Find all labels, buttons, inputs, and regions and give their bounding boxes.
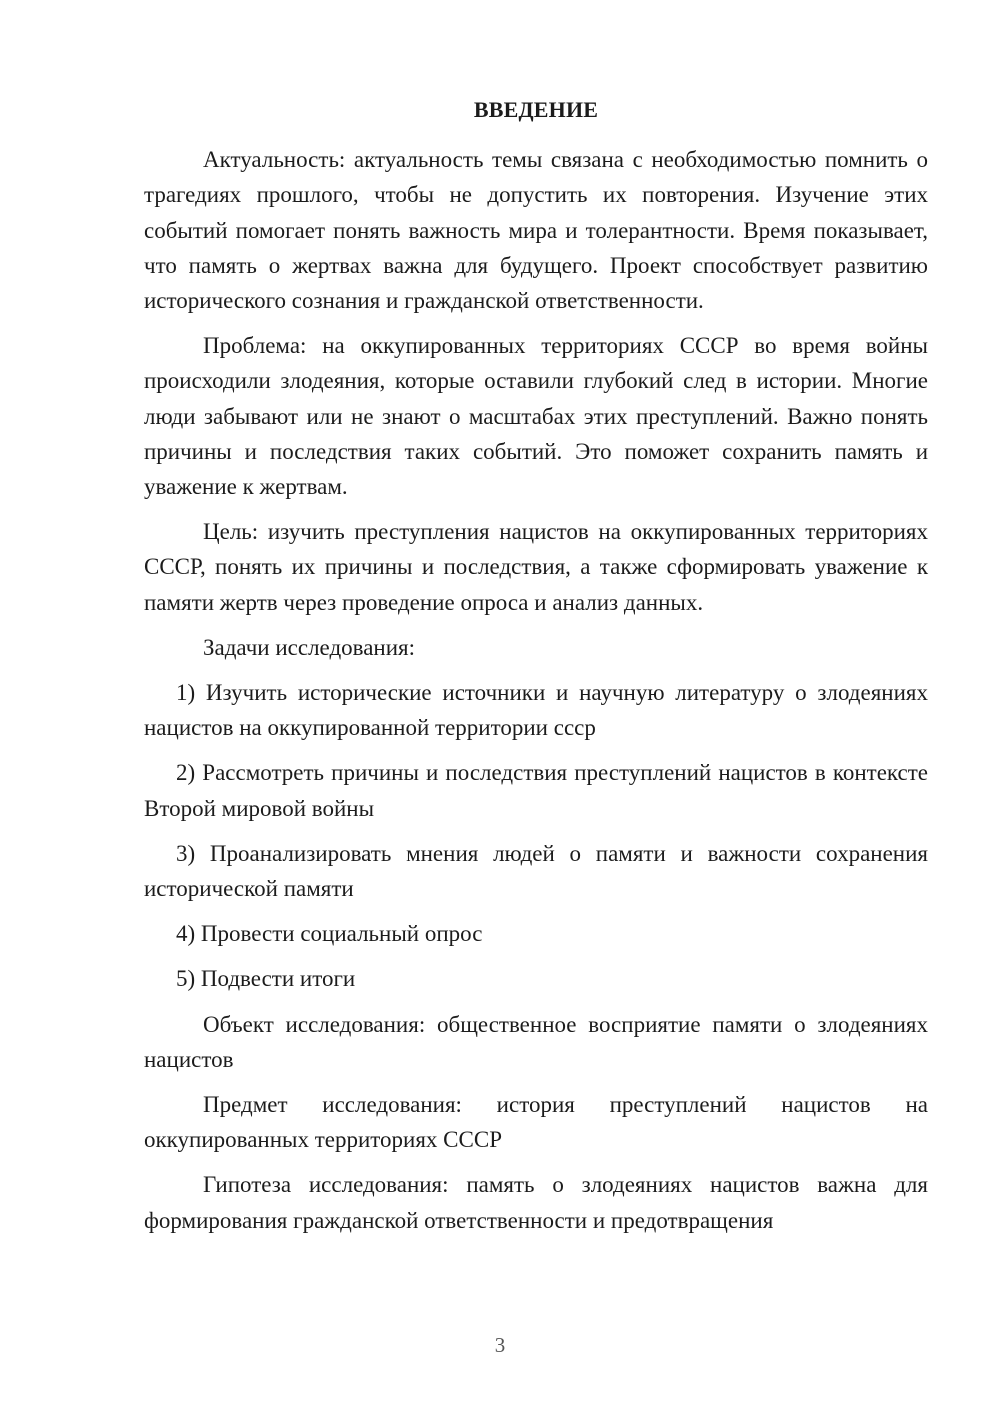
problem-paragraph: Проблема: на оккупированных территориях СССР во время войны происходили злодеяния, которые оставили глубокий след в истории. Многие люди забывают или не знают о масштабах этих преступлений. Важно понять причины и последствия таких событий. Это поможет сохранить память и уважение к жертвам. (144, 333, 928, 500)
task-item-3: 3) Проанализировать мнения людей о памяти и важности сохранения исторической памяти (144, 840, 928, 902)
page-number: 3 (494, 1333, 506, 1357)
page-title: ВВЕДЕНИЕ (473, 97, 599, 122)
task-item-2: 2) Рассмотреть причины и последствия преступлений нацистов в контексте Второй мировой войны (144, 760, 928, 821)
goal-paragraph: Цель: изучить преступления нацистов на оккупированных территориях СССР, понять их причины и последствия, а также сформировать уважение к памяти жертв через проведение опроса и анализ данных. (144, 519, 928, 615)
object-paragraph: Объект исследования: общественное восприятие памяти о злодеяниях нацистов (144, 1011, 928, 1072)
task-item-5: 5) Подвести итоги (176, 966, 356, 992)
subject-paragraph: Предмет исследования: история преступлений нацистов на оккупированных территориях СССР (144, 1092, 928, 1153)
page-body (144, 92, 928, 1248)
relevance-paragraph: Актуальность: актуальность темы связана с необходимостью помнить о трагедиях прошлого, чтобы не допустить их повторения. Изучение этих событий помогает понять важность мира и толерантности. Время показывает, что память о жертвах важна для будущего. Проект способствует развитию исторического сознания и гражданской ответственности. (144, 147, 928, 314)
tasks-heading: Задачи исследования: (203, 634, 416, 660)
task-item-1: 1) Изучить исторические источники и научную литературу о злодеяниях нацистов на оккупированной территории ссср (144, 680, 928, 741)
task-item-4: 4) Провести социальный опрос (176, 921, 483, 947)
hypothesis-paragraph: Гипотеза исследования: память о злодеяниях нацистов важна для формирования гражданской ответственности и предотвращения (144, 1172, 928, 1233)
